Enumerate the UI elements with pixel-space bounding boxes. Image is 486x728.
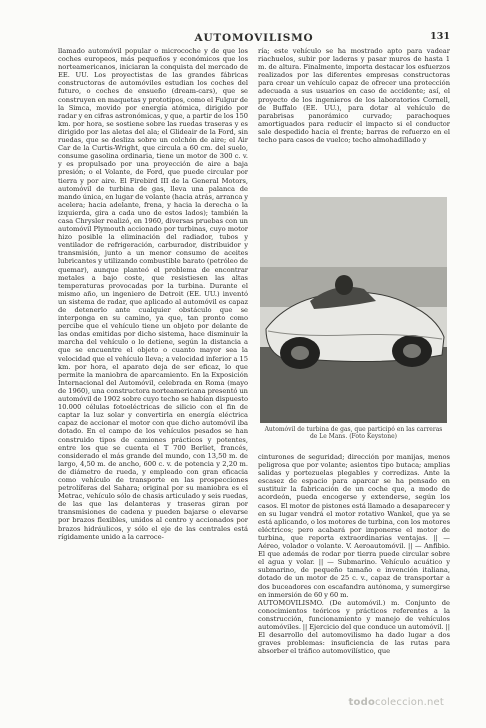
page-number: 131 bbox=[430, 31, 450, 42]
watermark-brand-rest: coleccion bbox=[375, 697, 424, 708]
left-column-paragraph: llamado automóvil popular o microcoche y de que los coches europeos, más pequeños y económicos que los norteamericanos, iniciaran la conquista del mercado de EE. UU. Los proyectistas de las grandes fábricas constructoras de automóviles estudian los coches del futuro, o coches de ensueño (dream-cars), que se construyen en maquetas y prototipos, como el Fulgur de la Simca, movido por energía atómica, dirigido por radar y en cifras astronómicas, y que, a partir de los 150 km. por hora, se sostiene sobre las ruedas traseras y es dirigido por las aletas del ala; el Glideair de la Ford, sin ruedas, que se desliza sobre un colchón de aire; el Air Car de la Curtis-Wright, que circula a 60 cm. del suelo, consume gasolina ordinaria, tiene un motor de 300 c. v. y es propulsado por una proyección de aire a baja presión; o el Volante, de Ford, que puede circular por tierra y por aire. El Firebird III de la General Motors, automóvil de turbina de gas, lleva una palanca de mando única, en lugar de volante (hacia atrás, arranca y acelera; hacia adelante, frena, y hacia la derecha o la izquierda, gira a cada uno de estos lados); también la casa Chrysler realizó, en 1960, diversas pruebas con un automóvil Plymouth accionado por turbinas, cuyo motor hizo posible la eliminación del radiador, tubos y ventilador de refrigeración, carburador, distribuidor y transmisión, junto a un menor consumo de aceites lubricantes y utilizando combustible barato (petróleo de quemar), aunque planteó el problema de encontrar metales a bajo coste, que resistiesen las altas temperaturas provocadas por la turbina. Durante el mismo año, un ingeniero de Detroit (EE. UU.) inventó un sistema de radar, que aplicado al automóvil es capaz de detenerlo ante cualquier obstáculo que se interponga en su camino, ya que, tan pronto como percibe que el vehículo tiene un objeto por delante de las ondas emitidas por dicho sistema, hace disminuir la marcha del vehículo o lo detiene, según la distancia a que se encuentre el objeto o cuanto mayor sea la velocidad que el vehículo lleva; a velocidad inferior a 15 km. por hora, el aparato deja de ser eficaz, lo que permite la maniobra de aparcamiento. En la Exposición Internacional del Automóvil, celebrada en Roma (mayo de 1960), una constructora norteamericana presentó un automóvil de 1902 sobre cuyo techo se habían dispuesto 10.000 células fotoeléctricas de silicio con el fin de captar la luz solar y convertirla en energía eléctrica capaz de accionar el motor con que dicho automóvil iba dotado. En el campo de los vehículos pesados se han construido tipos de camiones prácticos y potentes, entre los que se cuenta el T 700 Berliet, francés, considerado el más grande del mundo, con 13,50 m. de largo, 4,50 m. de ancho, 600 c. v. de potencia y 2,20 m. de diámetro de rueda, y empleado con gran eficacia como vehículo de transporte en las prospecciones petrolíferas del Sahara; original por su maniobra es el Metrac, vehículo sólo de chasis articulado y seis ruedas, de las que las delanteras y traseras giran por transmisiones de cadena y pueden bajarse o elevarse por brazos flexibles, unidos al centro y accionados por brazos hidráulicos, y sólo el eje de las centrales está rígidamente unido a la carroce- bbox=[58, 47, 248, 541]
photo-caption: Automóvil de turbina de gas, que participó en las carreras de Le Mans. (Foto Keystone) bbox=[264, 426, 443, 441]
right-column-bottom bbox=[258, 453, 450, 683]
definition-paragraph: AUTOMOVILISMO. (De automóvil.) m. Conjunto de conocimientos teóricos y prácticos referentes a la construcción, funcionamiento y manejo de vehículos automóviles. || Ejercicio del que conduce un automóvil. || El desarrollo del automovilismo ha dado lugar a dos graves problemas: insuficiencia de las rutas para absorber el tráfico automovilístico, que bbox=[258, 598, 450, 656]
race-car-illustration bbox=[260, 197, 447, 423]
race-car-photo bbox=[260, 197, 447, 423]
right-top-paragraph: ría; este vehículo se ha mostrado apto para vadear riachuelos, subir por laderas y pasar muros de hasta 1 m. de altura. Finalmente, importa destacar los esfuerzos realizados por las diferentes empresas constructoras para crear un vehículo capaz de ofrecer una protección adecuada a sus usuarios en caso de accidente; así, el proyecto de los ingenieros de los laboratorios Cornell, de Buffalo (EE. UU.), para dotar al vehículo de parabrisas panorámico curvado; parachoques amortiguados para reducir el impacto si el conductor sale despedido hacia el frente; barras de refuerzo en el techo para casos de vuelco; techo almohadillado y bbox=[258, 47, 450, 145]
left-column bbox=[58, 47, 248, 682]
watermark bbox=[349, 697, 444, 708]
page-header bbox=[58, 30, 450, 46]
right-column-top bbox=[258, 47, 450, 187]
watermark-tld: .net bbox=[423, 697, 444, 708]
right-bottom-paragraph: cinturones de seguridad; dirección por manijas, menos peligrosa que por volante; asientos tipo butaca; amplias salidas y portezuelas plegables y corredizas. Ante la escasez de espacio para aparcar se ha pensado en sustituir la fabricación de un coche que, a modo de acordeón, pueda encogerse y extenderse, según los casos. El motor de pistones está llamado a desaparecer y en su lugar vendrá el motor rotativo Wankel, que ya se está aplicando, o los motores de turbina, con los motores eléctricos; pero acabará por imponerse el motor de turbina, que reporta extraordinarias ventajas. || — Aéreo, volador o volante. V. Aeroautomóvil. || — Anfibio. El que además de rodar por tierra puede circular sobre el agua y volar. || — Submarino. Vehículo acuático y submarino, de pequeño tamaño e invención italiana, dotado de un motor de 25 c. v., capaz de transportar a dos buceadores con escafandra autónoma, y sumergirse en inmersión de 60 y 60 m. bbox=[258, 453, 450, 599]
watermark-brand: todo bbox=[348, 697, 376, 708]
running-title: AUTOMOVILISMO bbox=[194, 32, 314, 44]
